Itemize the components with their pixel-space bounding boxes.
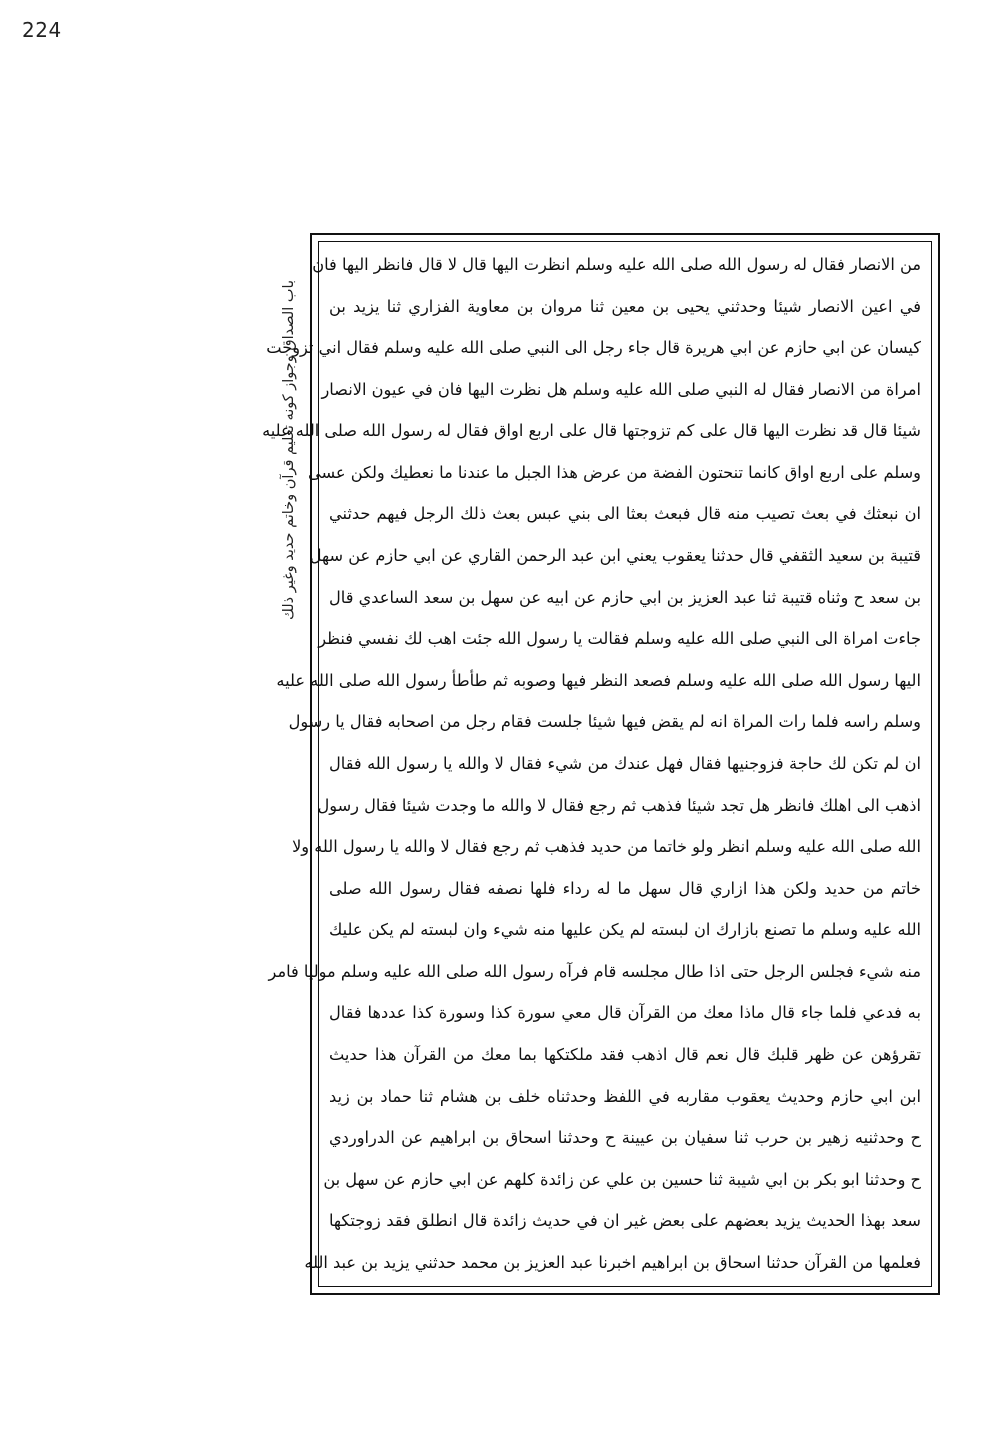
text-line: من الانصار فقال له رسول الله صلى الله عليه وسلم انظرت اليها قال لا قال فانظر اليها فان [312, 255, 921, 274]
text-line: قتيبة بن سعيد الثقفي قال حدثنا يعقوب يعني ابن عبد الرحمن القاري عن ابي حازم عن سهل [309, 546, 921, 566]
text-line: ان نبعثك في بعث تصيب منه قال فبعث بعثا الى بني عبس بعث ذلك الرجل فيهم حدثني [329, 504, 921, 524]
text-line: الله صلى الله عليه وسلم انظر ولو خاتما من حديد فذهب ثم رجع فقال لا والله يا رسول الله ولا [292, 837, 921, 857]
text-line: الله عليه وسلم ما تصنع بازارك ان لبسته لم يكن عليها منه شيء وان لبسته لم يكن عليك [329, 920, 921, 940]
text-line: في اعين الانصار شيئا وحدثني يحيى بن معين ثنا مروان بن معاوية الفزاري ثنا يزيد بن [329, 296, 921, 316]
text-line: جاءت امراة الى النبي صلى الله عليه وسلم فقالت يا رسول الله جئت اهب لك نفسي فنظر [318, 629, 921, 649]
text-line: شيئا قال قد نظرت اليها قال على كم تزوجتها قال على اربع اواق فقال له رسول الله صلى الله عليه [262, 421, 921, 441]
text-line: به فدعي فلما جاء قال ماذا معك من القرآن قال معي سورة كذا وسورة كذا عددها فقال [329, 1003, 921, 1023]
page-number: 224 [22, 18, 62, 42]
text-line: وسلم راسه فلما رات المراة انه لم يقض فيها شيئا جلست فقام رجل من اصحابه فقال يا رسول [288, 712, 921, 732]
text-line: ح وحدثنيه زهير بن حرب ثنا سفيان بن عيينة ح وحدثنا اسحاق بن ابراهيم عن الدراوردي [329, 1128, 921, 1148]
text-line: وسلم على اربع اواق كانما تنحتون الفضة من عرض هذا الجبل ما عندنا ما نعطيك ولكن عسى [307, 462, 921, 482]
text-line: تقرؤهن عن ظهر قلبك قال نعم قال اذهب فقد ملكتكها بما معك من القرآن هذا حديث [329, 1044, 921, 1064]
text-line: ح وحدثنا ابو بكر بن ابي شيبة ثنا حسين بن علي عن زائدة كلهم عن ابي حازم عن سهل بن [323, 1169, 921, 1189]
text-line: منه شيء فجلس الرجل حتى اذا طال مجلسه قام فرآه رسول الله صلى الله عليه وسلم موليا فامر [268, 961, 921, 981]
text-line: اليها رسول الله صلى الله عليه وسلم فصعد النظر فيها وصوبه ثم طأطأ رسول الله صلى الله عليه [276, 670, 921, 690]
text-line: ان لم تكن لك حاجة فزوجنيها فقال فهل عندك من شيء فقال لا والله يا رسول الله فقال [329, 753, 921, 773]
text-line: اذهب الى اهلك فانظر هل تجد شيئا فذهب ثم رجع فقال لا والله ما وجدت شيئا فقال رسول [317, 795, 921, 815]
text-line: ابن ابي حازم وحديث يعقوب مقاربه في اللفظ وحدثناه خلف بن هشام ثنا حماد بن زيد [329, 1086, 921, 1106]
text-line: كيسان عن ابي حازم عن ابي هريرة قال جاء رجل الى النبي صلى الله عليه وسلم فقال اني تزوجت [266, 338, 921, 358]
margin-note-text: باب الصداق وجواز كونه تعليم قرآن وخاتم حديد وغير ذلك [281, 280, 297, 620]
text-line: امراة من الانصار فقال له النبي صلى الله عليه وسلم هل نظرت اليها فان في عيون الانصار [321, 379, 921, 399]
text-line: سعد بهذا الحديث يزيد بعضهم على بعض غير ان في حديث زائدة قال انطلق فقد زوجتكها [329, 1211, 921, 1231]
text-line: بن سعد ح وثناه قتيبة ثنا عبد العزيز بن ابي حازم عن ابيه عن سهل بن سعد الساعدي قال [329, 587, 921, 607]
text-line: فعلمها من القرآن حدثنا اسحاق بن ابراهيم اخبرنا عبد العزيز بن محمد حدثني يزيد بن عبد الله [304, 1252, 921, 1272]
margin-note [272, 215, 306, 685]
text-line: خاتم من حديد ولكن هذا ازاري قال سهل ما له رداء فلها نصفه فقال رسول الله صلى [329, 878, 921, 898]
